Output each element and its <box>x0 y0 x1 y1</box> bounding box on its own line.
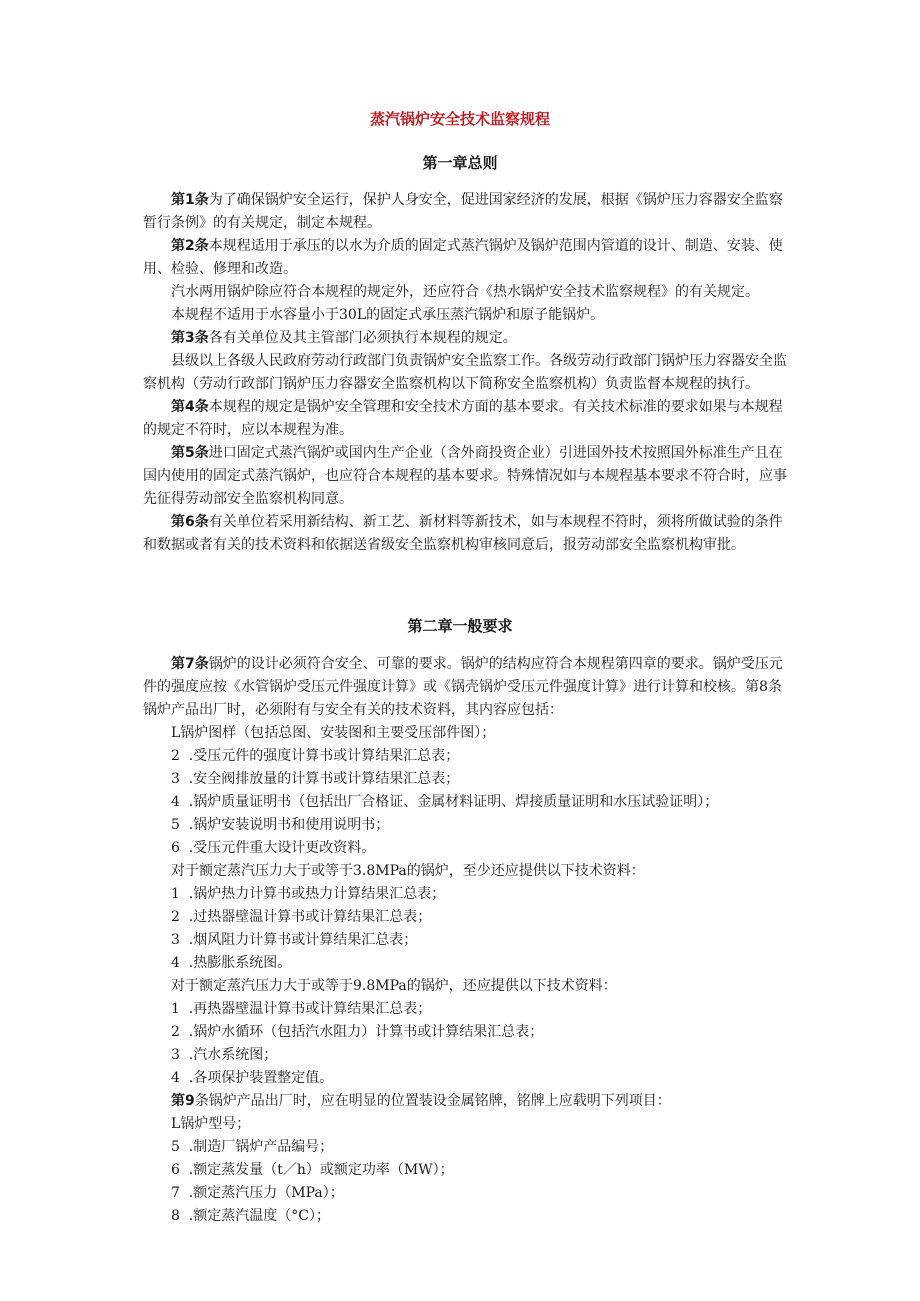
list-item: L锅炉型号； <box>171 1116 251 1132</box>
article-label: 第7条 <box>171 656 209 672</box>
article-text: 本规程适用于承压的以水为介质的固定式蒸汽锅炉及锅炉范围内管道的设计、制造、安装、使用、检验、修理和改造。 <box>143 238 783 277</box>
article-text: 进口固定式蒸汽锅炉或国内生产企业（含外商投资企业）引进国外技术按照国外标准生产且在国内使用的固定式蒸汽锅炉，也应符合本规程的基本要求。特殊情况如与本规程基本要求不符合时，应事先征得劳动部安全监察机构同意。 <box>143 445 787 507</box>
article-label: 第6条 <box>171 514 209 530</box>
article-text: 本规程的规定是锅炉安全管理和安全技术方面的基本要求。有关技术标准的要求如果与本规程的规定不符时，应以本规程为准。 <box>143 399 783 438</box>
list-item: 5 .制造厂锅炉产品编号； <box>171 1139 334 1155</box>
list-item: 2 .受压元件的强度计算书或计算结果汇总表； <box>171 748 460 764</box>
article-label: 第9 <box>171 1093 195 1109</box>
list-item: 3 .安全阀排放量的计算书或计算结果汇总表； <box>171 771 460 787</box>
article-text: 各有关单位及其主管部门必须执行本规程的规定。 <box>208 330 517 346</box>
article-7 <box>143 653 788 722</box>
list-item: 6 .受压元件重大设计更改资料。 <box>171 840 376 856</box>
chapter-1-heading: 第一章总则 <box>422 154 498 172</box>
article-label: 第2条 <box>171 238 209 254</box>
article-2 <box>143 235 788 281</box>
list-item: 1 .锅炉热力计算书或热力计算结果汇总表； <box>171 886 446 902</box>
list-item: 7 .额定蒸汽压力（MPa）； <box>171 1185 344 1201</box>
chapter-2-heading: 第二章一般要求 <box>407 617 513 635</box>
article-1 <box>143 189 788 235</box>
paragraph: 汽水两用锅炉除应符合本规程的规定外，还应符合《热水锅炉安全技术监察规程》的有关规定。 <box>171 284 759 300</box>
list-item: 2 .过热器壁温计算书或计算结果汇总表； <box>171 909 432 925</box>
list-item: L锅炉图样（包括总图、安装图和主要受压部件图）； <box>171 725 496 741</box>
list-intro: 对于额定蒸汽压力大于或等于9.8MPa的锅炉，还应提供以下技术资料： <box>171 978 617 994</box>
article-6 <box>143 511 788 557</box>
chapter-1-body <box>143 189 788 557</box>
chapter-2-body <box>143 653 788 1228</box>
article-label: 第3条 <box>171 330 209 346</box>
list-item: 3 .汽水系统图； <box>171 1047 278 1063</box>
article-label: 第4条 <box>171 399 209 415</box>
paragraph: 本规程不适用于水容量小于30L的固定式承压蒸汽锅炉和原子能锅炉。 <box>171 307 605 323</box>
list-item: 1 .再热器壁温计算书或计算结果汇总表； <box>171 1001 432 1017</box>
paragraph: 县级以上各级人民政府劳动行政部门负责锅炉安全监察工作。各级劳动行政部门锅炉压力容器安全监察机构（劳动行政部门锅炉压力容器安全监察机构以下简称安全监察机构）负责监督本规程的执行。 <box>143 353 787 392</box>
list-item: 3 .烟风阻力计算书或计算结果汇总表； <box>171 932 418 948</box>
article-label: 第1条 <box>171 192 209 208</box>
list-item: 8 .额定蒸汽温度（°C）； <box>171 1208 330 1224</box>
article-3 <box>143 327 788 350</box>
article-5 <box>143 442 788 511</box>
article-text: 为了确保锅炉安全运行，保护人身安全，促进国家经济的发展，根据《锅炉压力容器安全监察暂行条例》的有关规定，制定本规程。 <box>143 192 783 231</box>
document-title: 蒸汽锅炉安全技术监察规程 <box>369 110 550 128</box>
list-item: 4 .锅炉质量证明书（包括出厂合格证、金属材料证明、焊接质量证明和水压试验证明）； <box>171 794 719 810</box>
list-item: 4 .各项保护装置整定值。 <box>171 1070 334 1086</box>
list-item: 5 .锅炉安装说明书和使用说明书； <box>171 817 390 833</box>
article-text: 有关单位若采用新结构、新工艺、新材料等新技术，如与本规程不符时，须将所做试验的条件和数据或者有关的技术资料和依据送省级安全监察机构审核同意后，报劳动部安全监察机构审批。 <box>143 514 783 553</box>
article-text: 条锅炉产品出厂时，应在明显的位置装设金属铭牌，铭牌上应载明下列项目： <box>194 1093 671 1109</box>
list-intro: 对于额定蒸汽压力大于或等于3.8MPa的锅炉，至少还应提供以下技术资料： <box>171 863 645 879</box>
article-text: 锅炉的设计必须符合安全、可靠的要求。锅炉的结构应符合本规程第四章的要求。锅炉受压元件的强度应按《水管锅炉受压元件强度计算》或《锅壳锅炉受压元件强度计算》进行计算和校核。第8条锅炉产品出厂时，必须附有与安全有关的技术资料，其内容应包括： <box>143 656 783 718</box>
article-4 <box>143 396 788 442</box>
list-item: 4 .热膨胀系统图。 <box>171 955 292 971</box>
list-item: 6 .额定蒸发量（t／h）或额定功率（MW）； <box>171 1162 454 1178</box>
article-label: 第5条 <box>171 445 209 461</box>
article-9 <box>143 1090 788 1113</box>
list-item: 2 .锅炉水循环（包括汽水阻力）计算书或计算结果汇总表； <box>171 1024 544 1040</box>
